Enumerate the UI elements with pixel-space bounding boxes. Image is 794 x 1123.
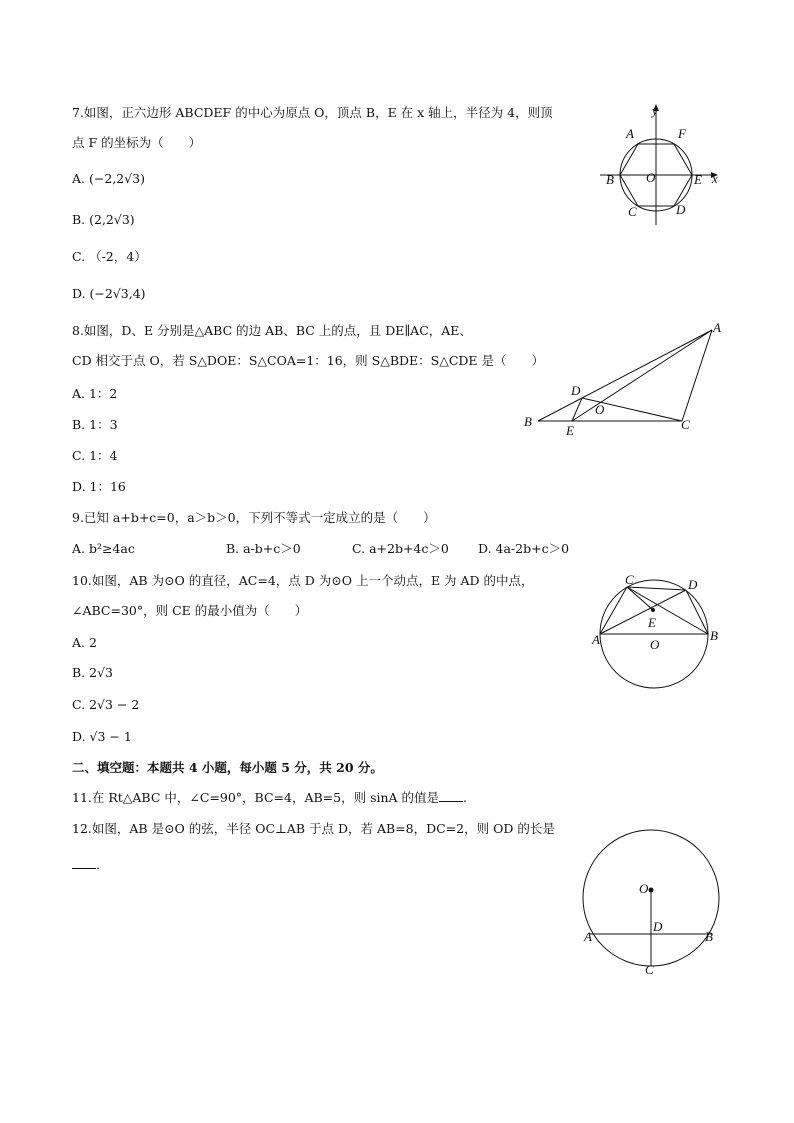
q7-option-c: C. （-2，4） — [72, 249, 147, 264]
q7-option-d: D. (−2√3,4) — [72, 286, 146, 301]
circ-label-d: D — [688, 577, 698, 592]
q8-option-a: A. 1：2 — [72, 386, 118, 401]
chord-label-d: D — [653, 919, 663, 934]
q12-stem-line-1: 12.如图，AB 是⊙O 的弦，半径 OC⊥AB 于点 D，若 AB=8，DC=2，则 OD 的长是 — [72, 821, 555, 836]
q8-stem-line-2: CD 相交于点 O，若 S△DOE：S△COA=1：16，则 S△BDE：S△CDE 是（ ） — [72, 353, 545, 368]
hexagon-figure — [596, 100, 726, 230]
q10-option-c: C. 2√3 − 2 — [72, 697, 140, 712]
hex-label-e: E — [694, 172, 702, 187]
tri-label-c: C — [681, 417, 690, 432]
q7-stem-line-2: 点 F 的坐标为（ ） — [72, 135, 202, 150]
q10-option-d: D. √3 − 1 — [72, 729, 132, 744]
triangle-figure — [520, 318, 730, 438]
q10-stem-line-2: ∠ABC=30°，则 CE 的最小值为（ ） — [72, 603, 308, 618]
circ-label-a: A — [592, 632, 600, 647]
q11-stem — [72, 789, 467, 807]
q12-tail: . — [96, 857, 100, 872]
hex-label-a: A — [626, 126, 634, 141]
hex-label-c: C — [628, 204, 637, 219]
q8-stem-line-1: 8.如图，D、E 分别是△ABC 的边 AB、BC 上的点，且 DE∥AC，AE、 — [72, 323, 472, 338]
q10-stem-line-1: 10.如图，AB 为⊙O 的直径，AC=4，点 D 为⊙O 上一个动点，E 为 AD 的中点， — [72, 573, 534, 588]
chord-figure — [578, 824, 728, 980]
q7-option-a: A. (−2,2√3) — [72, 171, 145, 186]
q8-option-d: D. 1：16 — [72, 479, 126, 494]
q8-option-c: C. 1：4 — [72, 448, 118, 463]
q9-option-a: A. b²≥4ac — [72, 541, 135, 556]
tri-label-d: D — [571, 383, 581, 398]
tri-label-b: B — [524, 414, 532, 429]
q12-answer-blank[interactable] — [72, 856, 96, 869]
circ-label-b: B — [710, 628, 718, 643]
q9-option-d: D. 4a-2b+c＞0 — [478, 541, 570, 556]
circle-diameter-figure — [588, 570, 728, 690]
q12-stem-line-2 — [72, 856, 100, 874]
q9-option-c: C. a+2b+4c＞0 — [352, 541, 449, 556]
q8-option-b: B. 1：3 — [72, 417, 118, 432]
q11-answer-blank[interactable] — [439, 789, 463, 802]
tri-label-a: A — [713, 320, 721, 335]
q7-option-b: B. (2,2√3) — [72, 212, 135, 227]
hex-label-x: x — [712, 171, 718, 186]
chord-label-c: C — [645, 962, 654, 977]
chord-label-o: O — [639, 881, 649, 896]
tri-label-o: O — [595, 402, 605, 417]
hex-label-b: B — [606, 172, 614, 187]
circ-label-c: C — [625, 572, 634, 587]
circ-label-e: E — [648, 615, 656, 630]
hex-label-o: O — [646, 170, 656, 185]
hex-label-y: y — [652, 103, 658, 118]
section-heading: 二、填空题：本题共 4 小题，每小题 5 分，共 20 分。 — [72, 760, 383, 775]
chord-label-b: B — [705, 929, 713, 944]
q10-option-b: B. 2√3 — [72, 665, 114, 680]
chord-label-a: A — [584, 929, 592, 944]
q10-option-a: A. 2 — [72, 635, 97, 650]
q11-tail: . — [463, 790, 468, 805]
q11-text: 11.在 Rt△ABC 中，∠C=90°，BC=4，AB=5，则 sinA 的值是 — [72, 790, 440, 805]
circ-label-o: O — [650, 637, 660, 652]
q9-option-b: B. a-b+c＞0 — [226, 541, 301, 556]
tri-label-e: E — [566, 423, 574, 438]
q7-stem-line-1: 7.如图，正六边形 ABCDEF 的中心为原点 O，顶点 B，E 在 x 轴上，半径为 4，则顶 — [72, 105, 553, 120]
hex-label-d: D — [676, 202, 686, 217]
hex-label-f: F — [678, 126, 686, 141]
q9-stem: 9.已知 a+b+c=0，a＞b＞0，下列不等式一定成立的是（ ） — [72, 510, 436, 525]
